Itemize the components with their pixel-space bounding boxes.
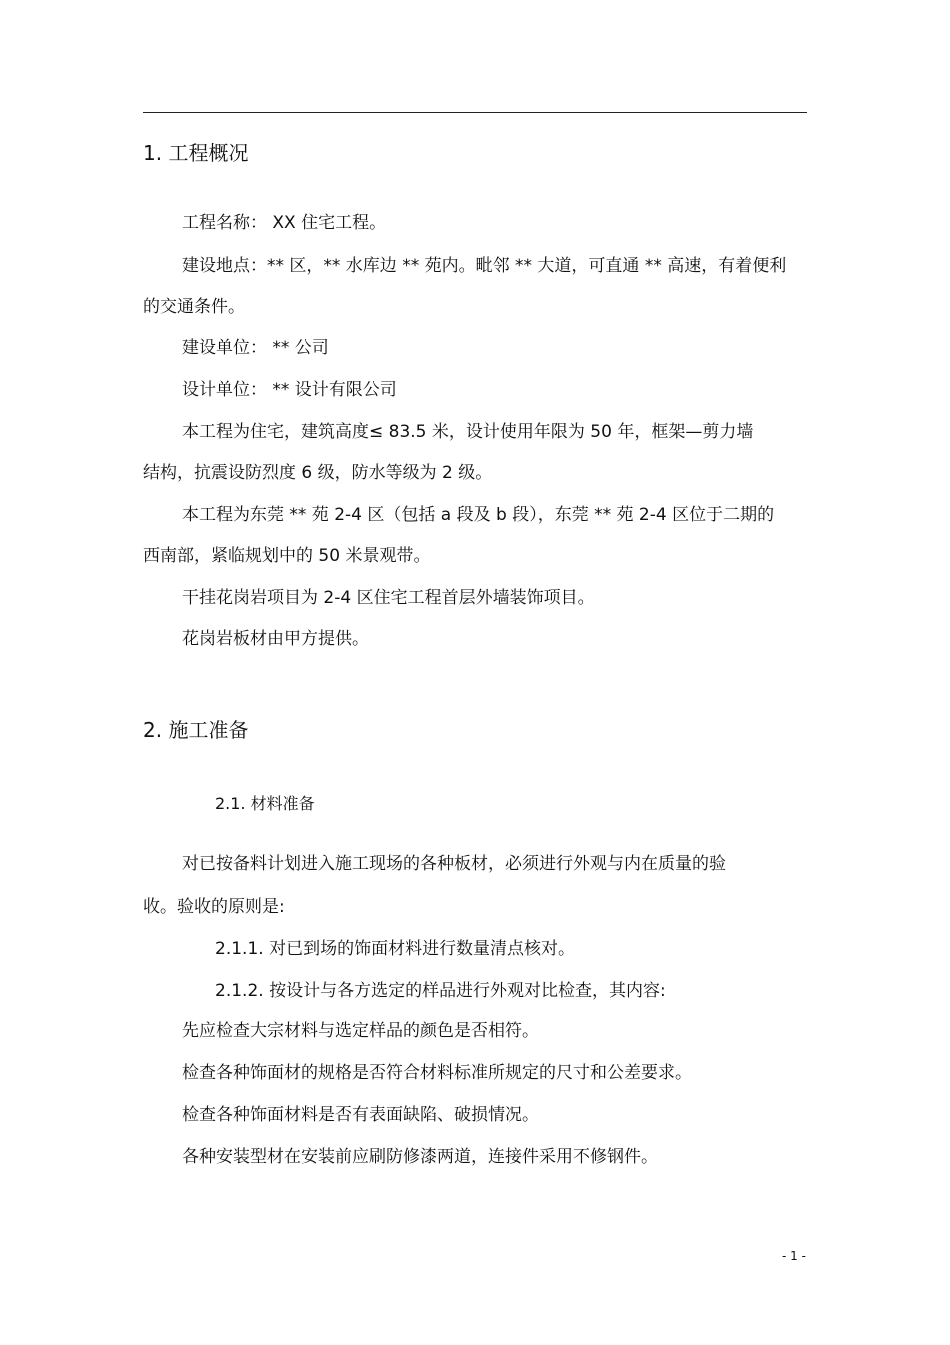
paragraph-line: 的交通条件。 <box>143 297 245 317</box>
paragraph-line: 本工程为东莞 ** 苑 2-4 区（包括 a 段及 b 段），东莞 ** 苑 2-4 区位于二期的 <box>182 505 775 525</box>
paragraph-line: 花岗岩板材由甲方提供。 <box>182 629 369 649</box>
paragraph-line: 建设单位： ** 公司 <box>182 338 329 358</box>
paragraph-line: 对已按备料计划进入施工现场的各种板材，必须进行外观与内在质量的验 <box>182 854 726 874</box>
paragraph-line: 本工程为住宅，建筑高度≤ 83.5 米，设计使用年限为 50 年，框架—剪力墙 <box>182 422 754 442</box>
page-number: - 1 - <box>782 1249 806 1263</box>
numbered-item: 2.1.1. 对已到场的饰面材料进行数量清点核对。 <box>215 939 576 959</box>
paragraph-line: 建设地点：** 区，** 水库边 ** 苑内。毗邻 ** 大道，可直通 ** 高速，有着便利 <box>182 256 787 276</box>
paragraph-line: 检查各种饰面材的规格是否符合材料标准所规定的尺寸和公差要求。 <box>182 1063 692 1083</box>
header-rule <box>143 112 807 113</box>
paragraph-line: 设计单位： ** 设计有限公司 <box>182 380 397 400</box>
paragraph-line: 结构，抗震设防烈度 6 级，防水等级为 2 级。 <box>143 463 493 483</box>
paragraph-line: 西南部，紧临规划中的 50 米景观带。 <box>143 546 431 566</box>
paragraph-line: 收。验收的原则是: <box>143 897 285 917</box>
section-1-heading: 1. 工程概况 <box>143 141 249 165</box>
paragraph-line: 工程名称： XX 住宅工程。 <box>182 213 387 233</box>
numbered-item: 2.1.2. 按设计与各方选定的样品进行外观对比检查，其内容: <box>215 981 666 1001</box>
section-2-heading: 2. 施工准备 <box>143 718 249 742</box>
paragraph-line: 先应检查大宗材料与选定样品的颜色是否相符。 <box>182 1021 539 1041</box>
paragraph-line: 干挂花岗岩项目为 2-4 区住宅工程首层外墙装饰项目。 <box>182 588 595 608</box>
paragraph-line: 检查各种饰面材料是否有表面缺陷、破损情况。 <box>182 1105 539 1125</box>
paragraph-line: 各种安装型材在安装前应刷防修漆两道，连接件采用不修钢件。 <box>182 1147 658 1167</box>
subsection-heading: 2.1. 材料准备 <box>215 794 315 813</box>
